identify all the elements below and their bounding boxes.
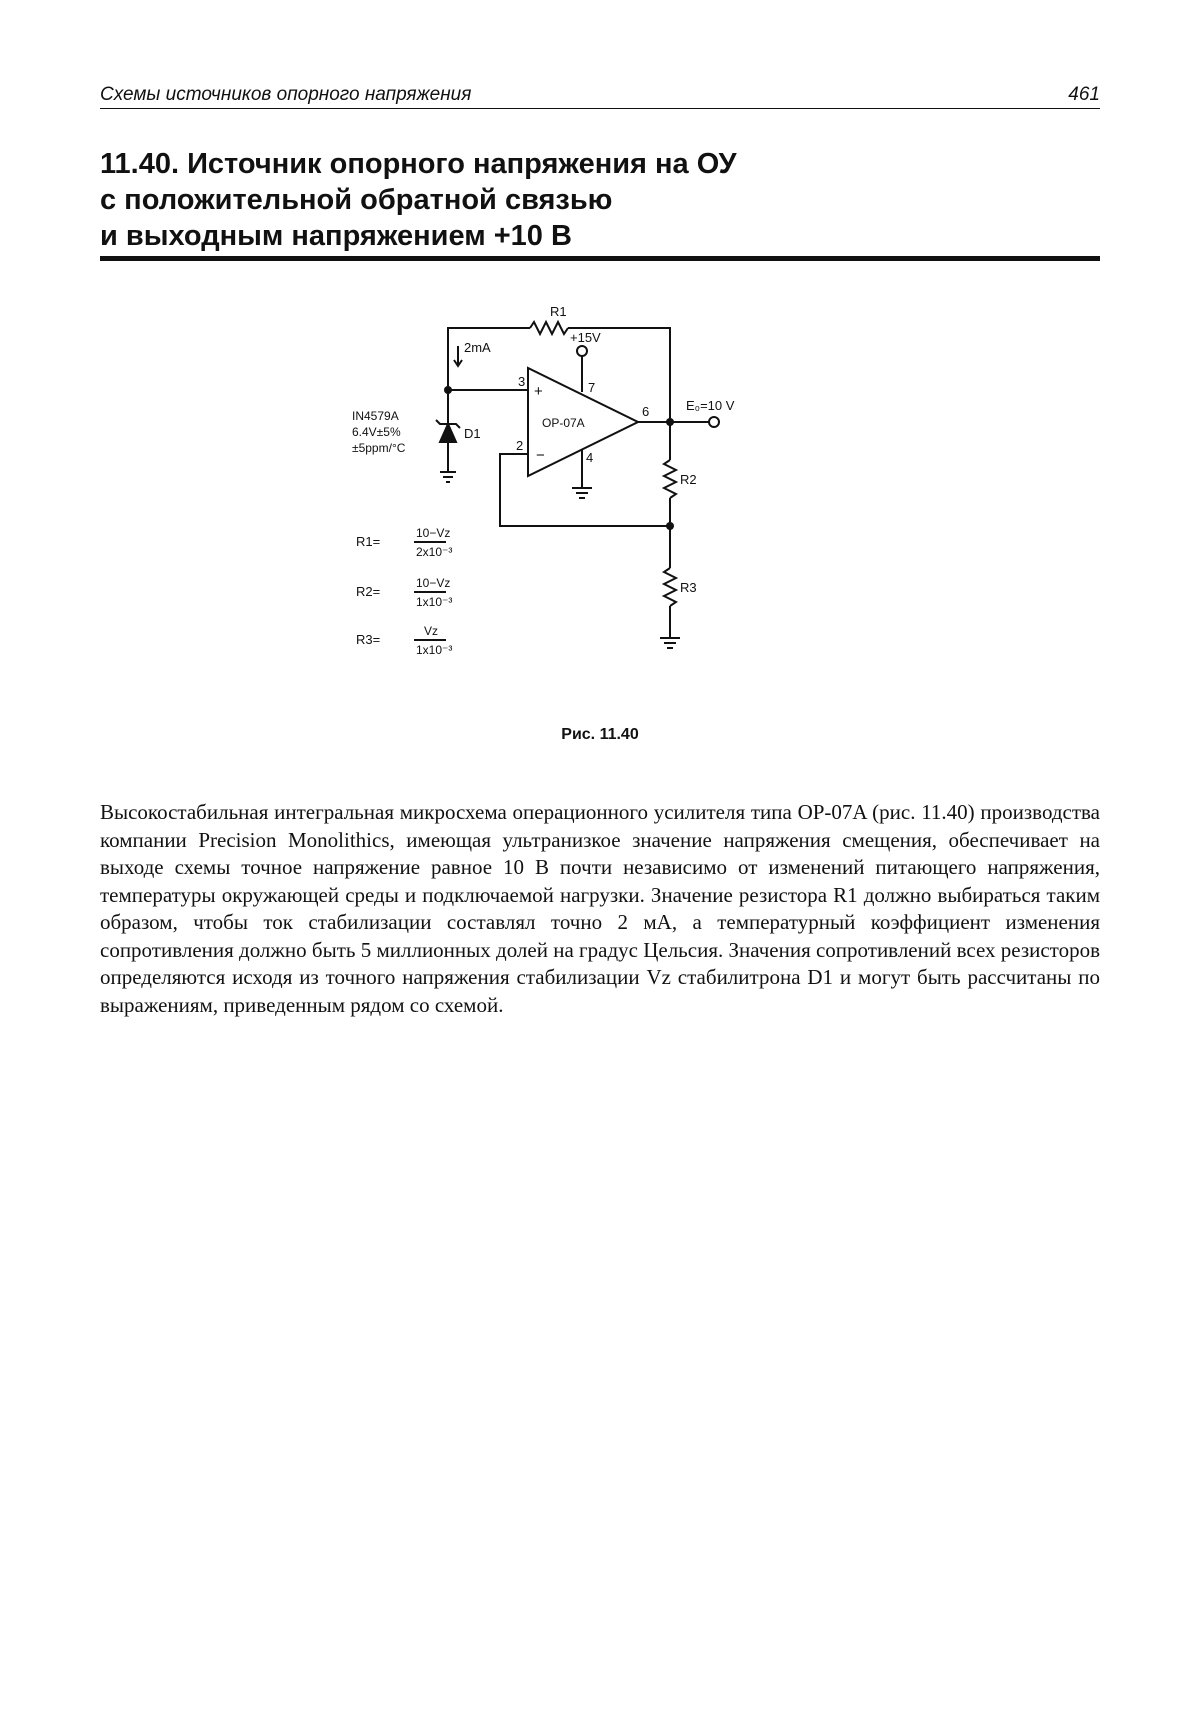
zener-tc-label: ±5ppm/°C bbox=[352, 441, 406, 455]
minus-label: − bbox=[536, 447, 545, 464]
r3-resistor bbox=[664, 568, 676, 606]
supply-terminal bbox=[577, 346, 587, 356]
running-head-title: Схемы источников опорного напряжения bbox=[100, 84, 472, 105]
formula-r1-lhs: R1= bbox=[356, 534, 381, 549]
zener-body bbox=[440, 424, 456, 442]
opamp-label: OP-07A bbox=[542, 416, 585, 430]
junction-node bbox=[666, 418, 674, 426]
page-number: 461 bbox=[1068, 84, 1100, 105]
circuit-schematic bbox=[352, 300, 840, 760]
r2-label: R2 bbox=[680, 472, 697, 487]
pin7-label: 7 bbox=[588, 380, 596, 395]
section-title bbox=[100, 146, 1100, 261]
r3-label: R3 bbox=[680, 580, 697, 595]
r2-resistor bbox=[664, 460, 676, 498]
output-label: E₀=10 V bbox=[686, 398, 735, 413]
pin4-label: 4 bbox=[586, 450, 594, 465]
d1-label: D1 bbox=[464, 426, 481, 441]
formula-r2-numerator: 10−Vz bbox=[416, 576, 451, 590]
zener-voltage-label: 6.4V±5% bbox=[352, 425, 401, 439]
plus-label: + bbox=[534, 383, 543, 400]
output-terminal bbox=[709, 417, 719, 427]
figure-caption: Рис. 11.40 bbox=[561, 726, 639, 743]
formula-r2-denominator: 1x10⁻³ bbox=[416, 595, 453, 609]
running-head bbox=[100, 84, 1100, 109]
formula-r1-denominator: 2x10⁻³ bbox=[416, 545, 453, 559]
pin6-label: 6 bbox=[642, 404, 650, 419]
section-title-line: и выходным напряжением +10 В bbox=[100, 220, 572, 252]
r1-label: R1 bbox=[550, 304, 567, 319]
junction-node bbox=[666, 522, 674, 530]
body-paragraph: Высокостабильная интегральная микросхема операционного усилителя типа OP-07A (рис. 11.40) производства компании Precision Monolithics, имеющая ультранизкое значение напряжения смещения, обеспечивает на выходе схемы точное напряжение равное 10 В почти независимо от изменений питающего напряжения, температуры окружающей среды и подключаемой нагрузки. Значение резистора R1 должно выбираться таким образом, чтобы ток стабилизации составлял точно 2 мА, а температурный коэффициент изменения сопротивления должно быть 5 миллионных долей на градус Цельсия. Значения сопротивлений всех резисторов определяются исходя из точного напряжения стабилизации Vz стабилитрона D1 и могут быть рассчитаны по выражениям, приведенным рядом со схемой. bbox=[100, 800, 1100, 1017]
section-title-line: 11.40. Источник опорного напряжения на ОУ bbox=[100, 148, 737, 180]
wire-pin2-feedback bbox=[500, 454, 670, 526]
zener-part-label: IN4579A bbox=[352, 409, 399, 423]
formula-r3-denominator: 1x10⁻³ bbox=[416, 643, 453, 657]
formula-r1-numerator: 10−Vz bbox=[416, 526, 451, 540]
junction-node bbox=[444, 386, 452, 394]
formula-r3-numerator: Vz bbox=[424, 624, 439, 638]
r1-resistor bbox=[530, 322, 568, 334]
supply-label: +15V bbox=[570, 330, 601, 345]
pin2-label: 2 bbox=[516, 438, 524, 453]
current-label: 2mA bbox=[464, 340, 491, 355]
formula-r3-lhs: R3= bbox=[356, 632, 381, 647]
circuit-figure bbox=[352, 300, 840, 760]
pin3-label: 3 bbox=[518, 374, 526, 389]
section-title-line: с положительной обратной связью bbox=[100, 184, 613, 216]
formula-r2-lhs: R2= bbox=[356, 584, 381, 599]
